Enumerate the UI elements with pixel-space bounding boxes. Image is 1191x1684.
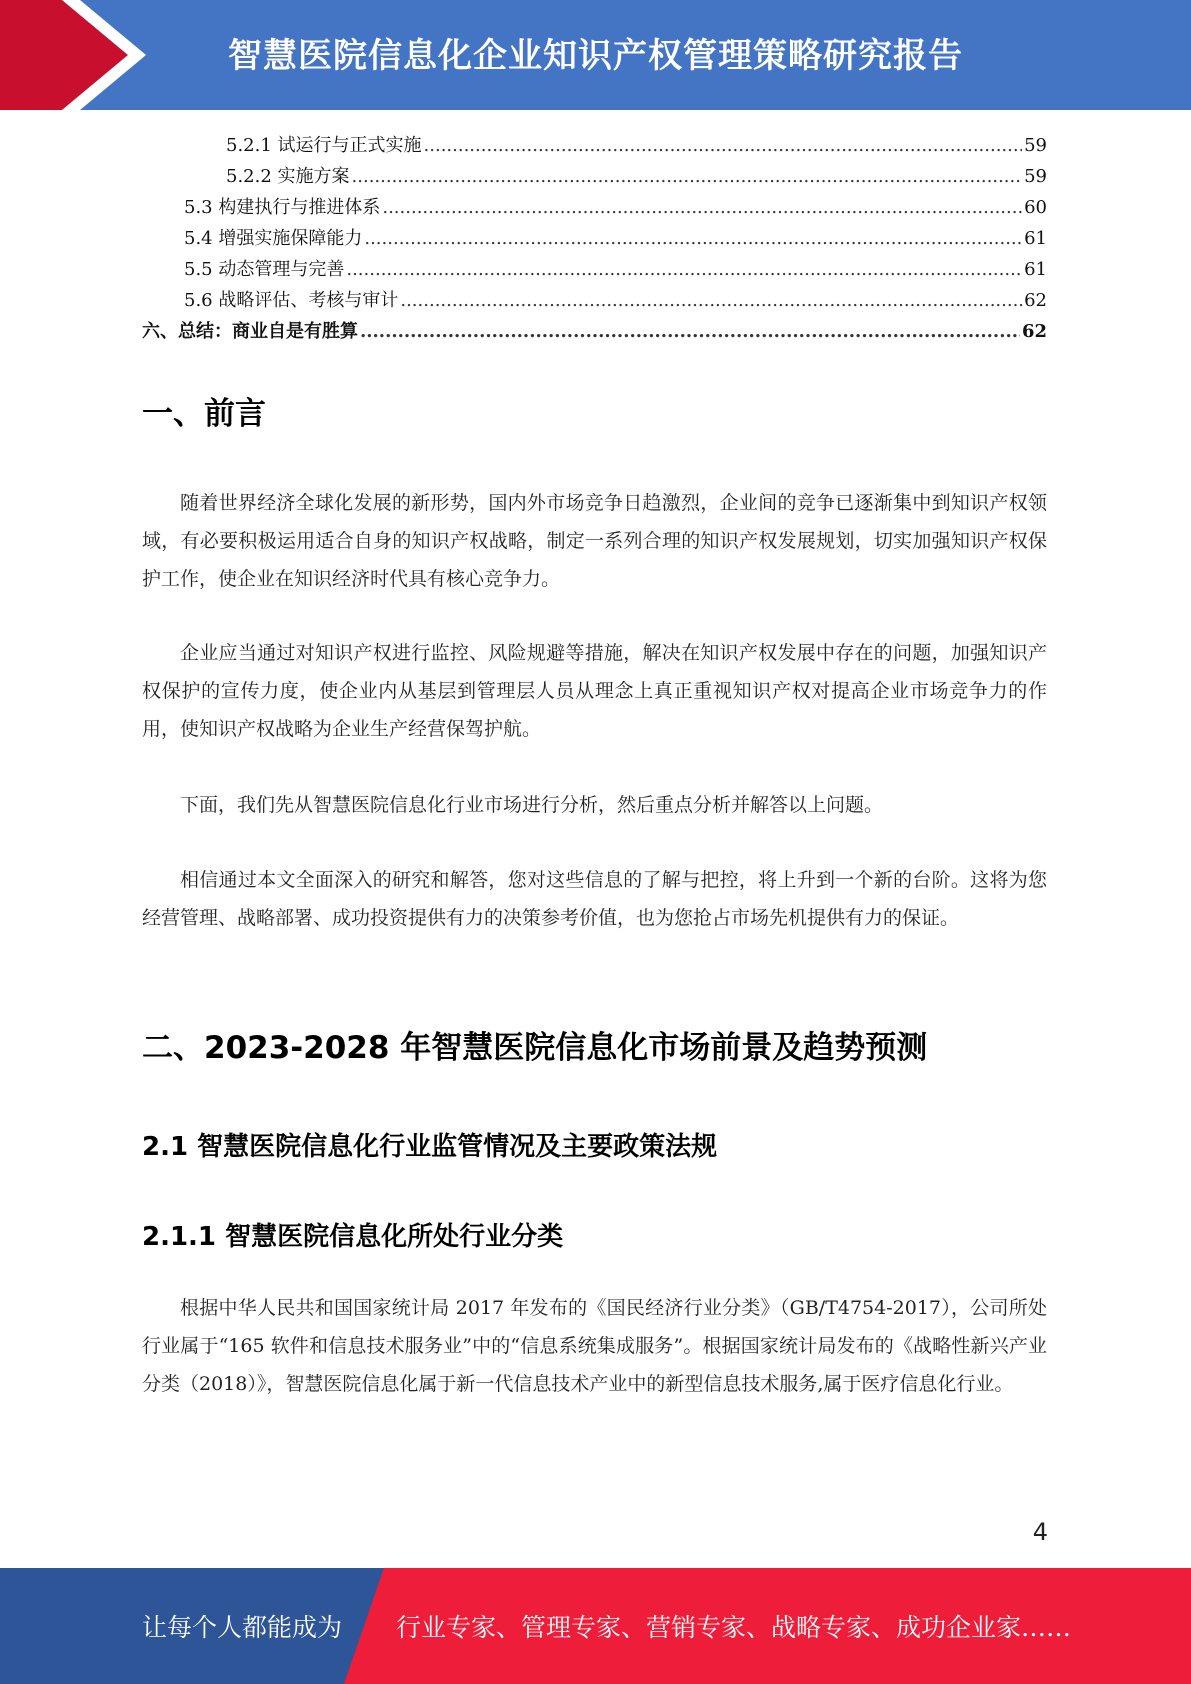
- toc-leader-dots: [352, 161, 1023, 192]
- page-number: 4: [1032, 1518, 1048, 1546]
- toc-entry[interactable]: [142, 316, 1047, 347]
- toc-entry-page: 59: [1024, 135, 1047, 156]
- toc-entry-label: 5.5 动态管理与完善: [184, 259, 345, 280]
- toc-entry-page: 62: [1021, 321, 1047, 342]
- toc-entry-label: 六、总结：商业自是有胜算: [142, 321, 358, 342]
- subsection-heading-regulation: 2.1 智慧医院信息化行业监管情况及主要政策法规: [142, 1132, 718, 1162]
- toc-entry[interactable]: [142, 285, 1047, 316]
- footer-banner: [0, 1568, 1191, 1684]
- paragraph: 企业应当通过对知识产权进行监控、风险规避等措施，解决在知识产权发展中存在的问题，加强知识产权保护的宣传力度，使企业内从基层到管理层人员从理念上真正重视知识产权对提高企业市场竞争力的作用，使知识产权战略为企业生产经营保驾护航。: [142, 642, 1047, 740]
- toc-leader-dots: [424, 130, 1023, 161]
- toc-entry-label: 5.6 战略评估、考核与审计: [184, 290, 399, 311]
- toc-leader-dots: [400, 285, 1022, 316]
- toc-leader-dots: [364, 223, 1022, 254]
- footer-slogan-right: 行业专家、管理专家、营销专家、战略专家、成功企业家……: [396, 1613, 1072, 1642]
- toc-entry[interactable]: [142, 192, 1047, 223]
- subsection-heading-classification: 2.1.1 智慧医院信息化所处行业分类: [142, 1222, 564, 1252]
- header-chevron-icon: [0, 0, 160, 110]
- footer-slogan-left: 让每个人都能成为: [142, 1613, 343, 1642]
- toc-entry[interactable]: [142, 161, 1047, 192]
- paragraph: 随着世界经济全球化发展的新形势，国内外市场竞争日趋激烈，企业间的竞争已逐渐集中到知识产权领域，有必要积极运用适合自身的知识产权战略，制定一系列合理的知识产权发展规划，切实加强知识产权保护工作，使企业在知识经济时代具有核心竞争力。: [142, 492, 1047, 590]
- paragraph: 根据中华人民共和国国家统计局 2017 年发布的《国民经济行业分类》（GB/T4754-2017），公司所处行业属于“165 软件和信息技术服务业”中的“信息系统集成服务”。根据国家统计局发布的《战略性新兴产业分类（2018）》，智慧医院信息化属于新一代信息技术产业中的新型信息技术服务,属于医疗信息化行业。: [142, 1297, 1047, 1395]
- table-of-contents: [142, 130, 1047, 347]
- paragraph: 相信通过本文全面深入的研究和解答，您对这些信息的了解与把控，将上升到一个新的台阶。这将为您经营管理、战略部署、成功投资提供有力的决策参考价值，也为您抢占市场先机提供有力的保证。: [142, 869, 1047, 929]
- toc-entry-label: 5.2.1 试运行与正式实施: [226, 135, 422, 156]
- header-title: 智慧医院信息化企业知识产权管理策略研究报告: [228, 36, 963, 76]
- toc-entry-page: 61: [1024, 259, 1047, 280]
- toc-entry-label: 5.2.2 实施方案: [226, 166, 350, 187]
- toc-entry-page: 59: [1024, 166, 1047, 187]
- section-heading-preface: 一、前言: [142, 396, 266, 432]
- section-heading-market-outlook: 二、2023-2028 年智慧医院信息化市场前景及趋势预测: [142, 1030, 928, 1066]
- toc-entry[interactable]: [142, 130, 1047, 161]
- toc-entry[interactable]: [142, 254, 1047, 285]
- paragraph: 下面，我们先从智慧医院信息化行业市场进行分析，然后重点分析并解答以上问题。: [180, 794, 884, 816]
- toc-entry[interactable]: [142, 223, 1047, 254]
- toc-leader-dots: [382, 192, 1022, 223]
- toc-entry-label: 5.4 增强实施保障能力: [184, 228, 363, 249]
- toc-leader-dots: [346, 254, 1022, 285]
- header-banner: [0, 0, 1191, 110]
- toc-entry-page: 62: [1024, 290, 1047, 311]
- toc-entry-page: 61: [1024, 228, 1047, 249]
- toc-entry-label: 5.3 构建执行与推进体系: [184, 197, 381, 218]
- toc-leader-dots: [360, 316, 1020, 347]
- toc-entry-page: 60: [1024, 197, 1047, 218]
